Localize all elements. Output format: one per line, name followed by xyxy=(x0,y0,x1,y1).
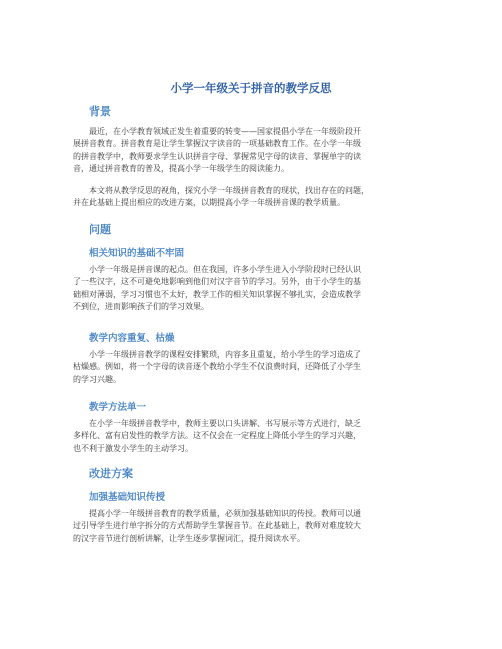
text-line: 小学一年级是拼音课的起点。但在我国，许多小学生进入小学阶段时已经认识 xyxy=(73,265,361,274)
subsection-heading-repetitive-content: 教学内容重复、枯燥 xyxy=(89,333,175,344)
text-line: 小学一年级拼音教学的课程安排繁琐，内容多且重复，给小学生的学习造成了 xyxy=(73,350,361,359)
section-heading-problems: 问题 xyxy=(89,223,111,236)
text-line: 也不利于激发小学生的主动学习。 xyxy=(73,443,193,453)
text-line: 枯燥感。例如，将一个字母的读音逐个教给小学生不仅浪费时间，还降低了小学生 xyxy=(73,362,361,372)
text-line: 础相对薄弱，学习习惯也不太好，教学工作的相关知识掌握不够扎实，会造成教学 xyxy=(73,289,361,299)
section-heading-improvement: 改进方案 xyxy=(89,467,133,480)
text-line: 展拼音教育。拼音教育是让学生掌握汉字读音的一项基础教育工作。在小学一年级 xyxy=(73,139,361,149)
subsection-heading-strengthen-basics: 加强基础知识传授 xyxy=(89,492,166,503)
text-line: 音，通过拼音教育的普及，提高小学一年级学生的阅读能力。 xyxy=(73,163,289,173)
paragraph-weak-foundation xyxy=(73,264,435,313)
text-line: 提高小学一年级拼音教育的教学质量，必须加强基础知识的传授。教师可以通 xyxy=(73,509,361,518)
paragraph-strengthen-basics xyxy=(73,508,435,545)
text-line: 的拼音教学中，教师要求学生认识拼音字母、掌握常见字母的读音、掌握单字的读 xyxy=(73,151,361,161)
text-line: 并在此基础上提出相应的改进方案，以期提高小学一年级拼音课的教学质量。 xyxy=(73,198,345,208)
paragraph-background-1 xyxy=(73,126,435,175)
text-line: 了一些汉字，这不可避免地影响到他们对汉字音节的学习。另外，由于小学生的基 xyxy=(73,277,361,287)
text-line: 最近，在小学教育领域正发生着重要的转变——国家提倡小学在一年级阶段开 xyxy=(73,127,361,136)
text-line: 的学习兴趣。 xyxy=(73,374,121,384)
subsection-heading-single-method: 教学方法单一 xyxy=(89,402,147,413)
text-line: 的汉字音节进行剖析讲解，让学生逐步掌握词汇，提升阅读水平。 xyxy=(73,533,305,543)
text-line: 本文将从教学反思的视角，探究小学一年级拼音教育的现状，找出存在的问题， xyxy=(73,186,369,195)
paragraph-single-method xyxy=(73,418,435,455)
text-line: 过引导学生进行单字拆分的方式帮助学生掌握音节。在此基础上，教师对难度较大 xyxy=(73,521,361,531)
text-line: 在小学一年级拼音教学中，教师主要以口头讲解、书写展示等方式进行，缺乏 xyxy=(73,419,361,428)
section-heading-background: 背景 xyxy=(89,105,111,118)
paragraph-repetitive-content xyxy=(73,349,435,386)
text-line: 多样化、富有启发性的教学方法。这不仅会在一定程度上降低小学生的学习兴趣， xyxy=(73,431,361,441)
document-title: 小学一年级关于拼音的教学反思 xyxy=(170,81,332,95)
paragraph-background-2 xyxy=(73,185,435,210)
text-line: 不到位，进而影响孩子们的学习效果。 xyxy=(73,301,209,311)
subsection-heading-weak-foundation: 相关知识的基础不牢固 xyxy=(89,248,185,259)
